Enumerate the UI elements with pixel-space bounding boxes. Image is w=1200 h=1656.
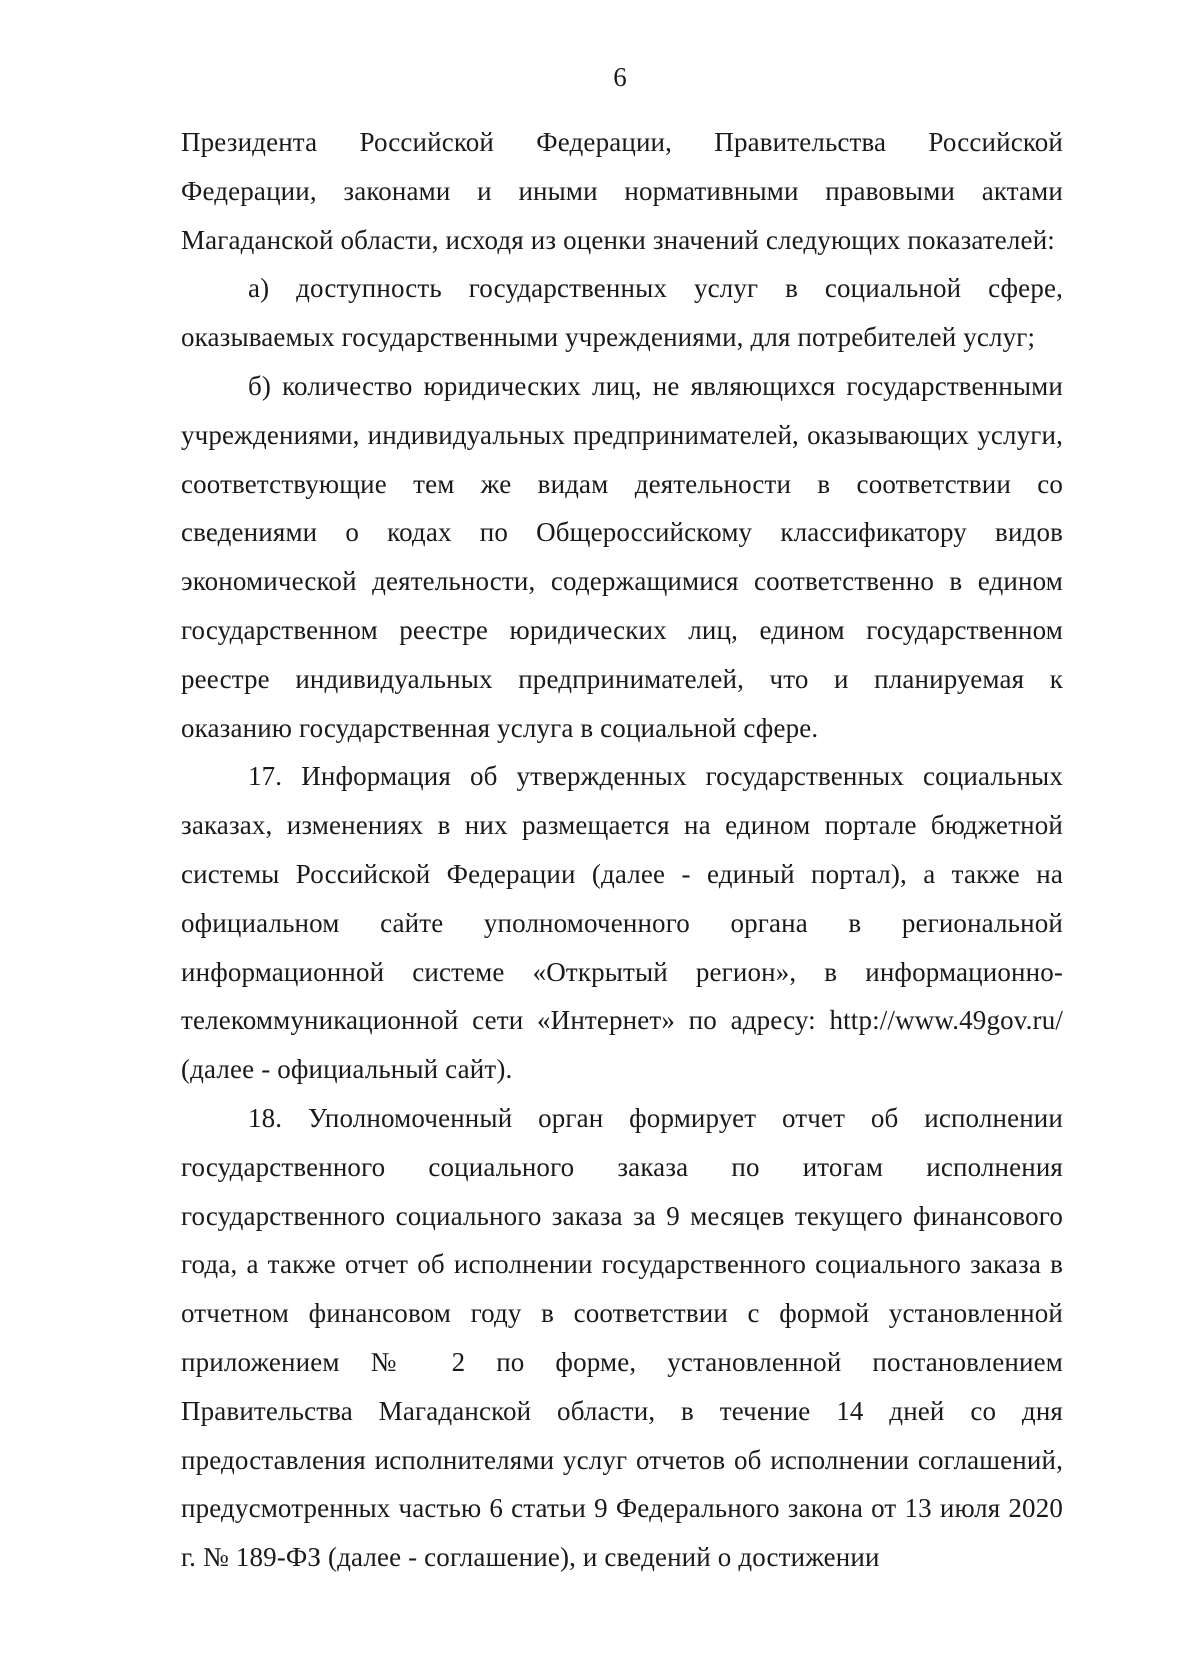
paragraph-section-18: 18. Уполномоченный орган формирует отчет об исполнении государственного социального заказа по итогам исполнения государственного социального заказа за 9 месяцев текущего финансового года, а также отчет об исполнении государственного социального заказа в отчетном финансовом году в соответствии с формой установленной приложением № 2 по форме, установленной постановлением Правительства Магаданской области, в течение 14 дней со дня предоставления исполнителями услуг отчетов об исполнении соглашений, предусмотренных частью 6 статьи 9 Федерального закона от 13 июля 2020 г. № 189-ФЗ (далее - соглашение), и сведений о достижении bbox=[181, 1102, 1063, 1573]
paragraph-intro-continuation: Президента Российской Федерации, Правительства Российской Федерации, законами и иными нормативными правовыми актами Магаданской области, исходя из оценки значений следующих показателей: bbox=[181, 127, 1063, 255]
paragraph-item-b: б) количество юридических лиц, не являющихся государственными учреждениями, индивидуальных предпринимателей, оказывающих услуги, соответствующие тем же видам деятельности в соответствии со сведениями о кодах по Общероссийскому классификатору видов экономической деятельности, содержащимися соответственно в едином государственном реестре юридических лиц, едином государственном реестре индивидуальных предпринимателей, что и планируемая к оказанию государственная услуга в социальной сфере. bbox=[181, 370, 1063, 743]
page-number: 6 bbox=[613, 62, 627, 92]
paragraph-item-a: а) доступность государственных услуг в социальной сфере, оказываемых государственными учреждениями, для потребителей услуг; bbox=[181, 273, 1063, 353]
document-body bbox=[181, 118, 1063, 1582]
paragraph-section-17: 17. Информация об утвержденных государственных социальных заказах, изменениях в них размещается на едином портале бюджетной системы Российской Федерации (далее - единый портал), а также на официальном сайте уполномоченного органа в региональной информационной системе «Открытый регион», в информационно-телекоммуникационной сети «Интернет» по адресу: http://www.49gov.ru/ (далее - официальный сайт). bbox=[181, 761, 1063, 1085]
